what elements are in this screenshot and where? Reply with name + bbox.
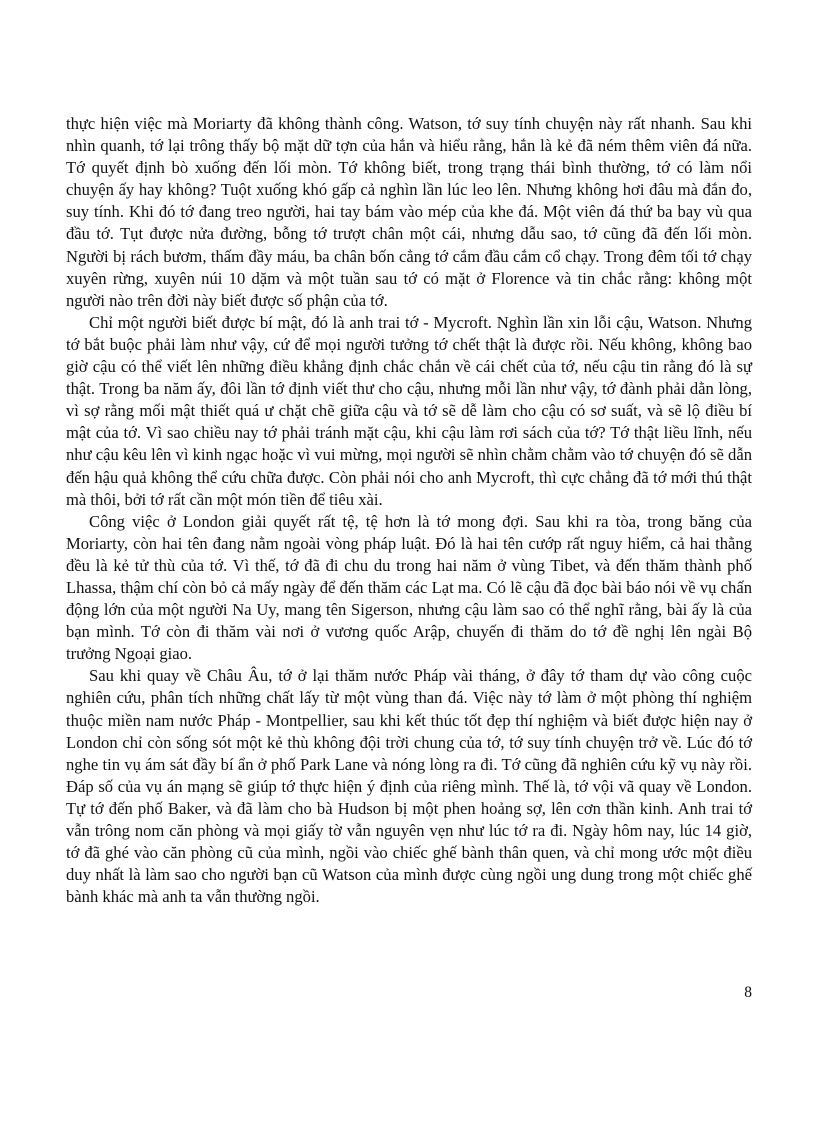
paragraph-3: Công việc ở London giải quyết rất tệ, tệ hơn là tớ mong đợi. Sau khi ra tòa, trong băng của Moriarty, còn hai tên đang nằm ngoài vòng pháp luật. Đó là hai tên cướp rất nguy hiểm, cả hai thằng đều là kẻ tử thù của tớ. Vì thế, tớ đã đi chu du trong hai năm ở vùng Tibet, và đến thăm thành phố Lhassa, thậm chí còn bỏ cả mấy ngày để đến thăm các Lạt ma. Có lẽ cậu đã đọc bài báo nói về vụ chấn động lớn của một người Na Uy, mang tên Sigerson, nhưng cậu làm sao có thể nghĩ rằng, bài ấy là của bạn mình. Tớ còn đi thăm vài nơi ở vương quốc Arập, chuyến đi thăm do tớ đề nghị lên ngài Bộ trưởng Ngoại giao. (66, 511, 752, 664)
paragraph-1: thực hiện việc mà Moriarty đã không thành công. Watson, tớ suy tính chuyện này rất nhanh. Sau khi nhìn quanh, tớ lại trông thấy bộ mặt dữ tợn của hắn và hiểu rằng, hắn là kẻ đã ném thêm viên đá nữa. Tớ quyết định bò xuống đến lối mòn. Tớ không biết, trong trạng thái bình thường, tớ có làm nổi chuyện ấy hay không? Tuột xuống khó gấp cả nghìn lần lúc leo lên. Nhưng không hơi đâu mà đắn đo, suy tính. Khi đó tớ đang treo người, hai tay bám vào mép của khe đá. Một viên đá thứ ba bay vù qua đầu tớ. Tụt được nửa đường, bỗng tớ trượt chân một cái, nhưng dẫu sao, tớ cũng đã đến lối mòn. Người bị rách bươm, thấm đầy máu, ba chân bốn cẳng tớ cắm đầu cắm cổ chạy. Trong đêm tối tớ chạy xuyên rừng, xuyên núi 10 dặm và một tuần sau tớ có mặt ở Florence và tin chắc rằng: không một người nào trên đời này biết được số phận của tớ. (66, 114, 752, 310)
page-body (66, 113, 752, 908)
paragraph-4: Sau khi quay về Châu Âu, tớ ở lại thăm nước Pháp vài tháng, ở đây tớ tham dự vào công cuộc nghiên cứu, phân tích những chất lấy từ một vùng than đá. Việc này tớ làm ở một phòng thí nghiệm thuộc miền nam nước Pháp - Montpellier, sau khi kết thúc tốt đẹp thí nghiệm và biết được hiện nay ở London chỉ còn sống sót một kẻ thù không đội trời chung của tớ, tớ suy tính chuyện trở về. Lúc đó tớ nghe tin vụ ám sát đầy bí ẩn ở phố Park Lane và nóng lòng ra đi. Tớ cũng đã nghiên cứu kỹ vụ này rồi. Đáp số của vụ án mạng sẽ giúp tớ thực hiện ý định của riêng mình. Thế là, tớ vội vã quay về London. Tự tớ đến phố Baker, và đã làm cho bà Hudson bị một phen hoảng sợ, lên cơn thần kinh. Anh trai tớ vẫn trông nom căn phòng và mọi giấy tờ vẫn nguyên vẹn như lúc tớ ra đi. Ngày hôm nay, lúc 14 giờ, tớ đã ghé vào căn phòng cũ của mình, ngồi vào chiếc ghế bành thân quen, và chỉ mong ước một điều duy nhất là làm sao cho người bạn cũ Watson của mình được cùng ngồi ung dung trong một chiếc ghế bành khác mà anh ta vẫn thường ngồi. (66, 666, 752, 907)
paragraph-2: Chỉ một người biết được bí mật, đó là anh trai tớ - Mycroft. Nghìn lần xin lỗi cậu, Watson. Nhưng tớ bắt buộc phải làm như vậy, cứ để mọi người tưởng tớ chết thật là được rồi. Nếu không, không bao giờ cậu có thể viết lên những điều khẳng định chắc chắn về cái chết của tớ, nếu cậu tin rằng đó là sự thật. Trong ba năm ấy, đôi lần tớ định viết thư cho cậu, nhưng mỗi lần như vậy, tớ đành phải dằn lòng, vì sợ rằng mối mật thiết quá ư chặt chẽ giữa cậu và tớ sẽ dễ làm cho cậu có sơ suất, và sẽ lộ điều bí mật của tớ. Vì sao chiều nay tớ phải tránh mặt cậu, khi cậu làm rơi sách của tớ? Tớ thật liều lĩnh, nếu như cậu kêu lên vì kinh ngạc hoặc vì vui mừng, mọi người sẽ nhìn chằm chằm vào tớ chuyện đó sẽ dẫn đến hậu quả không thể cứu chữa được. Còn phải nói cho anh Mycroft, thì cực chẳng đã tớ mới thú thật mà thôi, bởi tớ rất cần một món tiền để tiêu xài. (66, 312, 752, 509)
page-number: 8 (744, 984, 752, 1001)
